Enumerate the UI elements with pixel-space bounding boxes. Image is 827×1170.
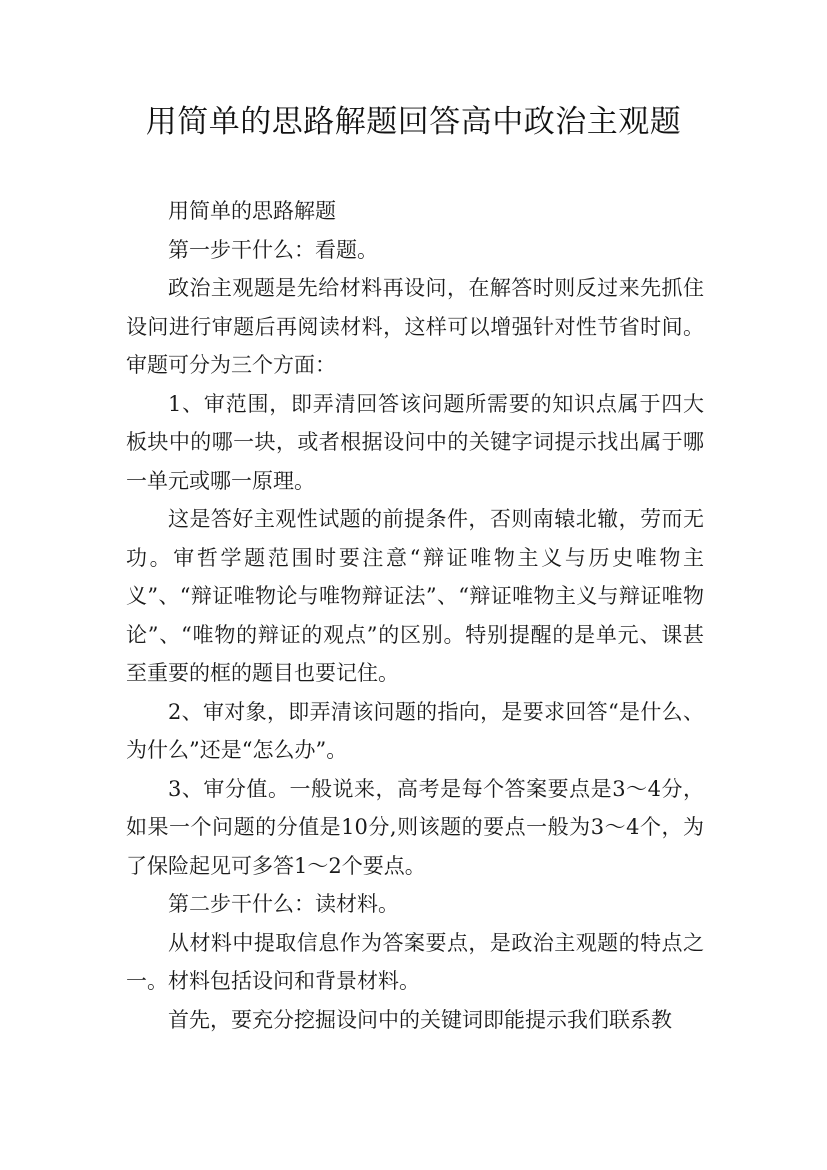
paragraph: 3、审分值。一般说来，高考是每个答案要点是3～4分，如果一个问题的分值是10分,则该题的要点一般为3～4个，为了保险起见可多答1～2个要点。 bbox=[126, 776, 704, 878]
document-body bbox=[126, 192, 704, 1039]
document-title: 用简单的思路解题回答高中政治主观题 bbox=[145, 104, 682, 140]
paragraph: 首先，要充分挖掘设问中的关键词即能提示我们联系教 bbox=[168, 1007, 672, 1032]
paragraph: 用简单的思路解题 bbox=[168, 199, 336, 223]
paragraph: 从材料中提取信息作为答案要点，是政治主观题的特点之一。材料包括设问和背景材料。 bbox=[126, 930, 704, 993]
paragraph: 政治主观题是先给材料再设问，在解答时则反过来先抓住设问进行审题后再阅读材料，这样可以增强针对性节省时间。审题可分为三个方面： bbox=[126, 276, 704, 377]
paragraph: 这是答好主观性试题的前提条件，否则南辕北辙，劳而无功。审哲学题范围时要注意“辩证唯物主义与历史唯物主义”、“辩证唯物论与唯物辩证法”、“辩证唯物主义与辩证唯物论”、“唯物的辩证的观点”的区别。特别提醒的是单元、课甚至重要的框的题目也要记住。 bbox=[126, 507, 704, 685]
paragraph: 第一步干什么：看题。 bbox=[168, 237, 378, 262]
paragraph: 第二步干什么：读材料。 bbox=[168, 892, 399, 916]
paragraph: 2、审对象，即弄清该问题的指向，是要求回答“是什么、为什么”还是“怎么办”。 bbox=[126, 699, 704, 762]
paragraph: 1、审范围，即弄清回答该问题所需要的知识点属于四大板块中的哪一块，或者根据设问中的关键字词提示找出属于哪一单元或哪一原理。 bbox=[126, 391, 704, 493]
